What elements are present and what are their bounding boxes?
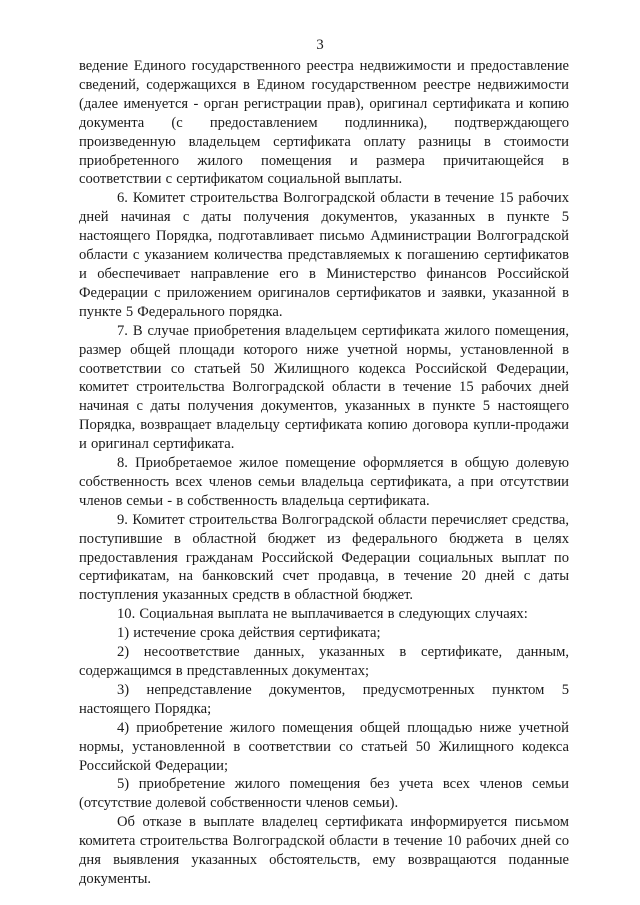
page-number: 3 — [316, 37, 324, 53]
refusal-paragraph: Об отказе в выплате владелец сертификата информируется письмом комитета строительства Волгоградской области в течение 10 рабочих дней со дня выявления указанных обстоятельств, ему возвращаются поданные документы. — [79, 814, 569, 887]
paragraph-7: 7. В случае приобретения владельцем сертификата жилого помещения, размер общей площади которого ниже учетной нормы, установленной в соответствии со статьей 50 Жилищного кодекса Российской Федерации, комитет строительства Волгоградской области в течение 15 рабочих дней начиная с даты получения документов, указанных в пункте 5 настоящего Порядка, возвращает владельцу сертификата копию договора купли-продажи и оригинал сертификата. — [79, 322, 569, 453]
document-body — [79, 57, 569, 889]
paragraph-9: 9. Комитет строительства Волгоградской области перечисляет средства, поступившие в областной бюджет из федерального бюджета в целях предоставления гражданам Российской Федерации социальных выплат по сертификатам, на банковский счет продавца, в течение 20 дней с даты поступления указанных средств в областной бюджет. — [79, 511, 569, 604]
paragraph-continuation: ведение Единого государственного реестра недвижимости и предоставление сведений, содержащихся в Едином государственном реестре недвижимости (далее именуется - орган регистрации прав), оригинал сертификата и копию документа (с предоставлением подлинника), подтверждающего произведенную владельцем сертификата оплату разницы в стоимости приобретенного жилого помещения и размера причитающейся в соответствии с сертификатом социальной выплаты. — [79, 58, 569, 188]
list-item-1: 1) истечение срока действия сертификата; — [117, 625, 381, 642]
list-item-5: 5) приобретение жилого помещения без учета всех членов семьи (отсутствие долевой собственности членов семьи). — [79, 776, 569, 812]
list-item-3: 3) непредставление документов, предусмотренных пунктом 5 настоящего Порядка; — [79, 681, 569, 717]
list-item-2: 2) несоответствие данных, указанных в сертификате, данным, содержащимся в представленных документах; — [79, 644, 569, 679]
paragraph-6: 6. Комитет строительства Волгоградской области в течение 15 рабочих дней начиная с даты получения документов, указанных в пункте 5 настоящего Порядка, подготавливает письмо Администрации Волгоградской области с указанием количества представляемых к погашению сертификатов и обеспечивает направление его в Министерство финансов Российской Федерации с приложением оригиналов сертификатов и заявки, указанной в пункте 5 Федерального порядка. — [79, 190, 569, 320]
paragraph-8: 8. Приобретаемое жилое помещение оформляется в общую долевую собственность всех членов семьи владельца сертификата, а при отсутствии членов семьи - в собственность владельца сертификата. — [79, 455, 569, 509]
paragraph-10: 10. Социальная выплата не выплачивается в следующих случаях: — [117, 606, 528, 623]
list-item-4: 4) приобретение жилого помещения общей площадью ниже учетной нормы, установленной в соответствии со статьей 50 Жилищного кодекса Российской Федерации; — [79, 719, 569, 774]
